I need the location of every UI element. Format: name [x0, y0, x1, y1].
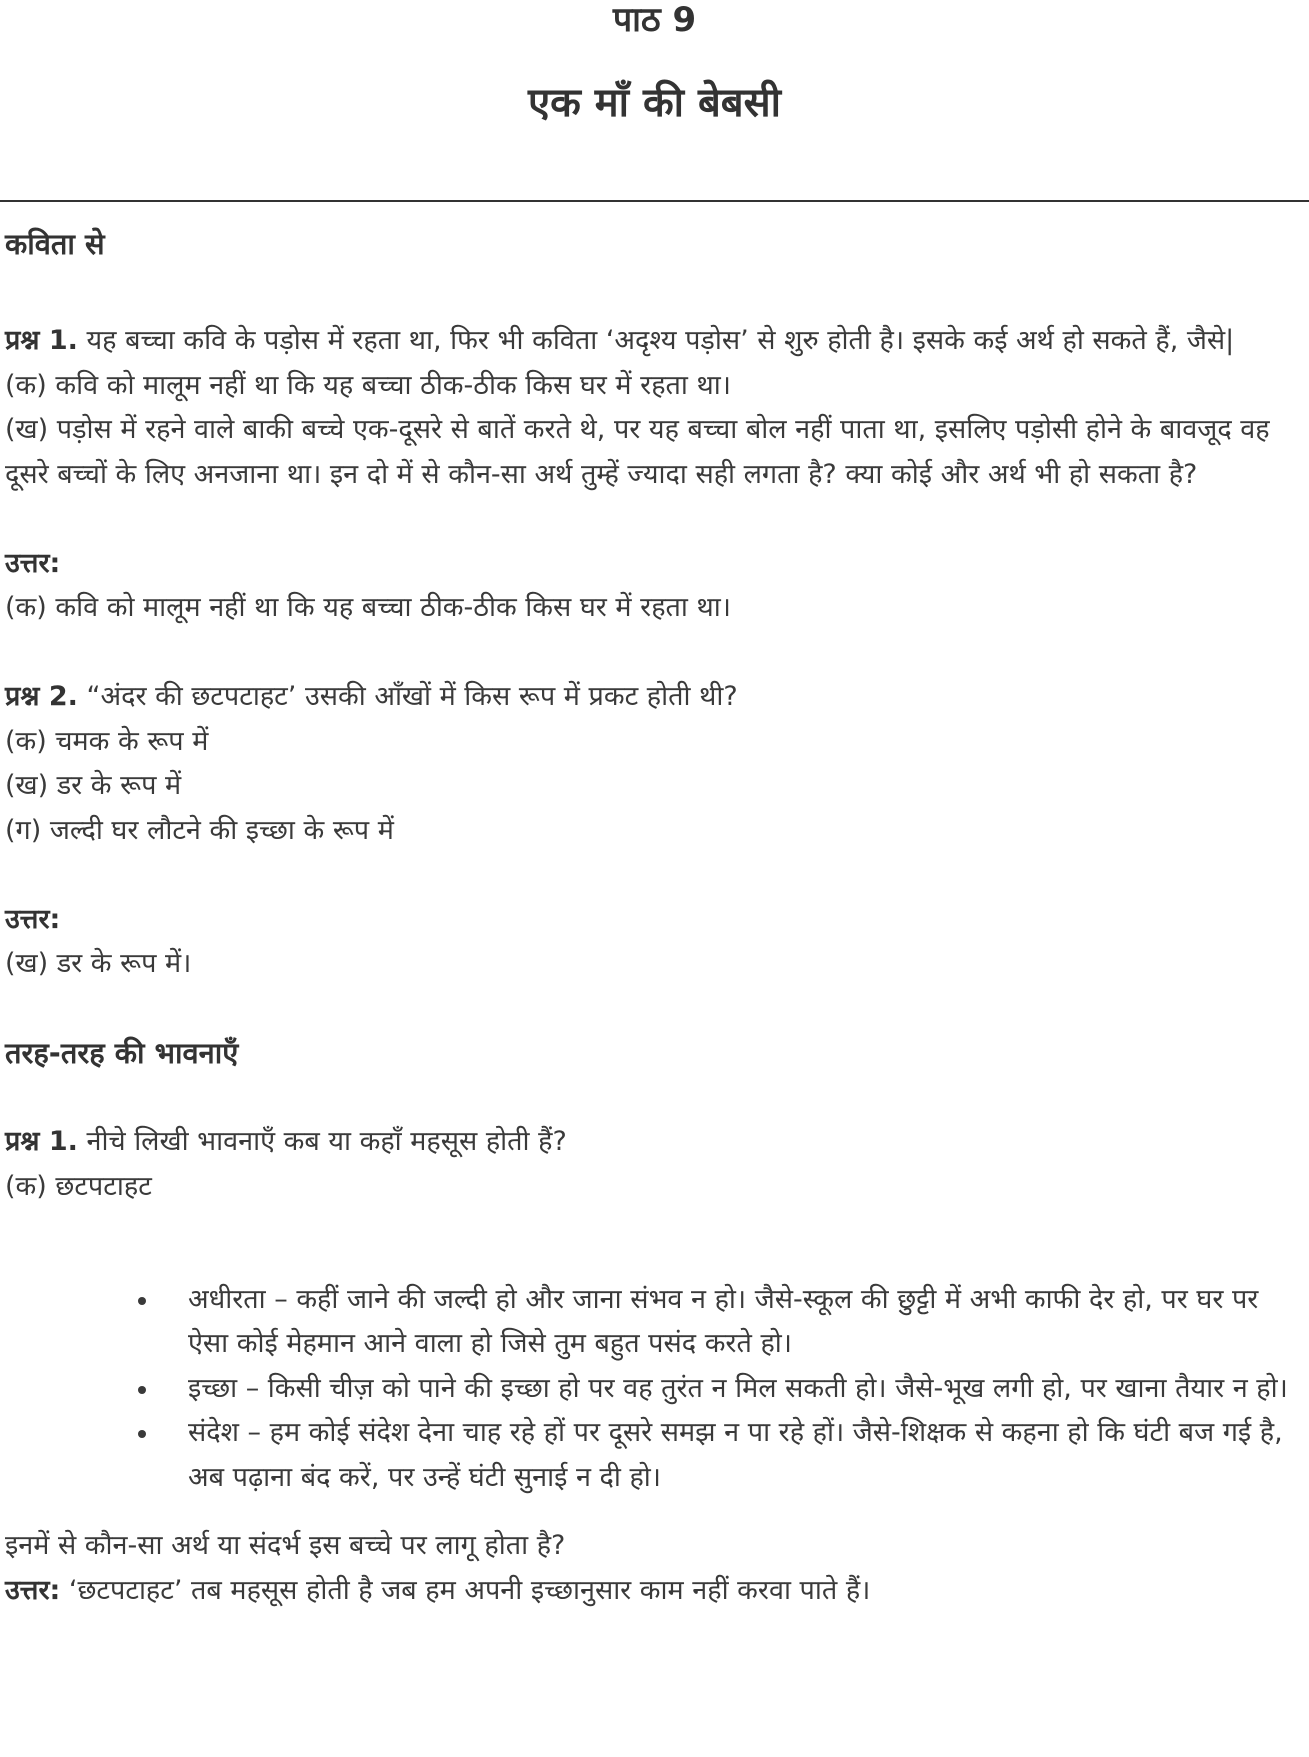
list-item [5, 1367, 1300, 1412]
option-a: (क) चमक के रूप में [5, 725, 209, 757]
question-3 [5, 1120, 1300, 1165]
list-item [5, 1278, 1300, 1367]
spacer [5, 267, 1300, 312]
question-1 [5, 319, 1300, 364]
section-heading-bhavnayen: तरह-तरह की भावनाएँ [5, 1036, 239, 1070]
document-body [5, 222, 1300, 1613]
list-item-text: संदेश – हम कोई संदेश देना चाह रहे हों पर दूसरे समझ न पा रहे हों। जैसे-शिक्षक से कहना हो कि घंटी बज गई है, अब पढ़ाना बंद करें, पर उन्हें घंटी सुनाई न दी हो। [188, 1417, 1283, 1493]
section-heading-kavita-se: कविता से [5, 227, 105, 261]
chapter-number: पाठ 9 [612, 0, 697, 40]
answer-text: (ख) डर के रूप में। [5, 948, 192, 979]
answer-text: (क) कवि को मालूम नहीं था कि यह बच्चा ठीक-ठीक किस घर में रहता था। [5, 592, 731, 623]
option-b: (ख) डर के रूप में [5, 770, 182, 801]
spacer [5, 497, 1300, 542]
answer-text: ‘छटपटाहट’ तब महसूस होती है जब हम अपनी इच्छानुसार काम नहीं करवा पाते हैं। [60, 1574, 871, 1606]
bullet-icon [138, 1430, 146, 1438]
answer-label: उत्तर: [5, 1574, 61, 1606]
option-b: (ख) पड़ोस में रहने वाले बाकी बच्चे एक-दूसरे से बातें करते थे, पर यह बच्चा बोल नहीं पाता था, इसलिए पड़ोसी होने के बावजूद वह दूसरे बच्चों के लिए अनजाना था। इन दो में से कौन-सा अर्थ तुम्हें ज्यादा सही लगता है? क्या कोई और अर्थ भी हो सकता है? [5, 414, 1270, 490]
question-label: प्रश्न 1. [5, 325, 78, 356]
list-item-text: अधीरता – कहीं जाने की जल्दी हो और जाना संभव न हो। जैसे-स्कूल की छुट्टी में अभी काफी देर हो, पर घर पर ऐसा कोई मेहमान आने वाला हो जिसे तुम बहुत पसंद करते हो। [188, 1283, 1259, 1359]
spacer [5, 631, 1300, 676]
spacer [5, 987, 1300, 1032]
question-label: प्रश्न 2. [5, 681, 78, 712]
feelings-list [5, 1278, 1300, 1501]
spacer [5, 1209, 1300, 1254]
question-text: यह बच्चा कवि के पड़ोस में रहता था, फिर भी कविता ‘अदृश्य पड़ोस’ से शुरु होती है। इसके कई अर्थ हो सकते हैं, जैसे| [77, 325, 1235, 356]
title-divider [0, 200, 1309, 202]
question-text: नीचे लिखी भावनाएँ कब या कहाँ महसूस होती हैं? [77, 1126, 567, 1157]
spacer [5, 1076, 1300, 1121]
question-label: प्रश्न 1. [5, 1126, 78, 1157]
list-item [5, 1411, 1300, 1500]
question-2 [5, 675, 1300, 720]
answer-label: उत्तर: [5, 903, 61, 935]
answer-line [5, 1569, 1300, 1614]
option-a: (क) छटपटाहट [5, 1170, 152, 1202]
chapter-title: एक माँ की बेबसी [527, 80, 782, 126]
spacer [5, 853, 1300, 898]
bullet-icon [138, 1297, 146, 1305]
bullet-icon [138, 1386, 146, 1394]
follow-up-question: इनमें से कौन-सा अर्थ या संदर्भ इस बच्चे पर लागू होता है? [5, 1530, 566, 1561]
list-item-text: इच्छा – किसी चीज़ को पाने की इच्छा हो पर वह तुरंत न मिल सकती हो। जैसे-भूख लगी हो, पर खाना तैयार न हो। [188, 1372, 1288, 1404]
option-c: (ग) जल्दी घर लौटने की इच्छा के रूप में [5, 814, 394, 846]
answer-label: उत्तर: [5, 547, 61, 579]
question-text: “अंदर की छटपटाहट’ उसकी आँखों में किस रूप में प्रकट होती थी? [77, 681, 738, 712]
option-a: (क) कवि को मालूम नहीं था कि यह बच्चा ठीक-ठीक किस घर में रहता था। [5, 369, 731, 401]
